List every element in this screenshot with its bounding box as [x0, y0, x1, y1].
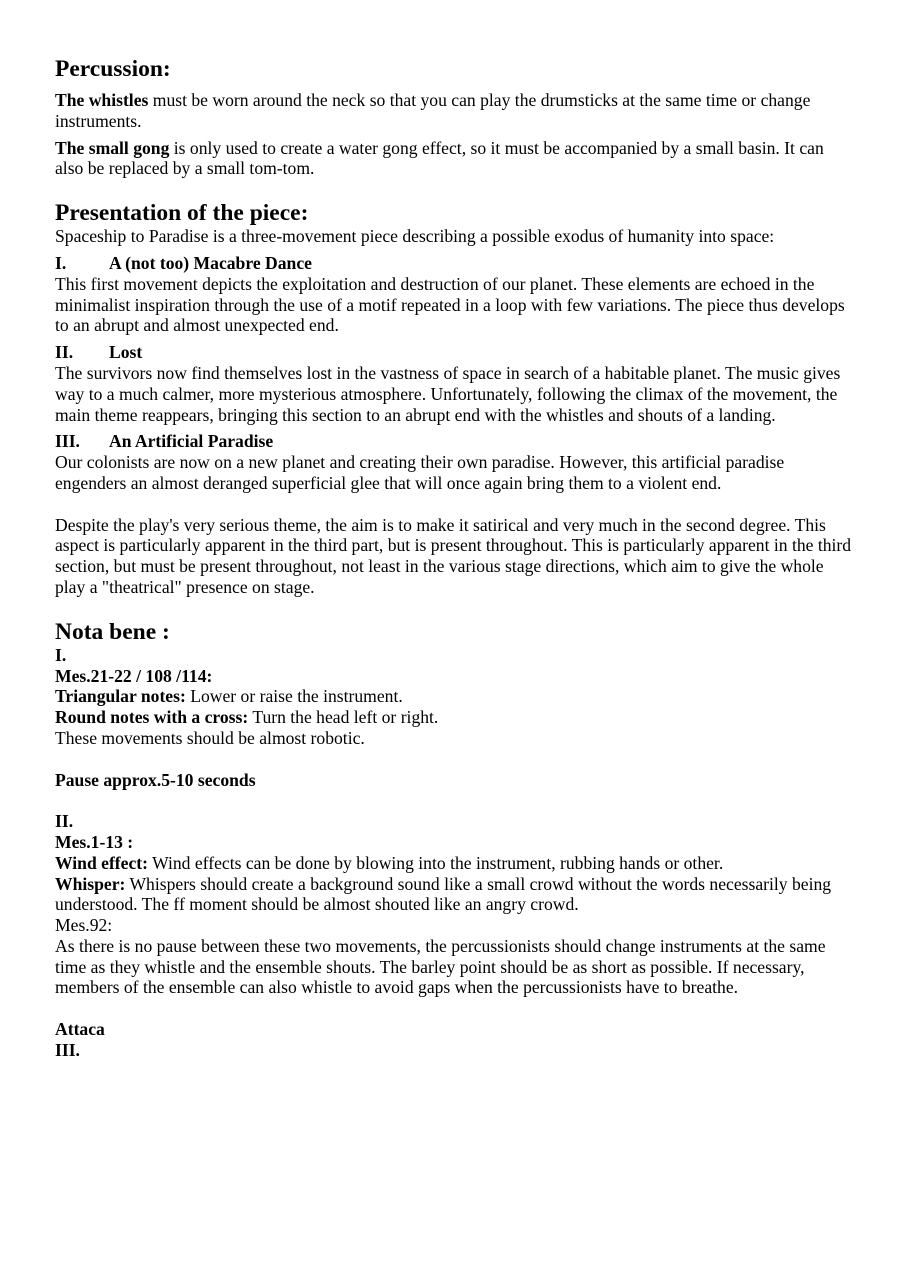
movement-2-title: Lost	[109, 342, 143, 363]
movement-3-text: Our colonists are now on a new planet and creating their own paradise. However, this artificial paradise engenders an almost deranged superficial glee that will once again bring them to a violent end.	[55, 452, 785, 493]
nb-section-1-numeral	[55, 645, 855, 666]
nb-section-2-measures-text: Mes.1-13 :	[55, 831, 134, 852]
wind-effect-text: Wind effects can be done by blowing into the instrument, rubbing hands or other.	[148, 852, 724, 873]
round-notes-label: Round notes with a cross:	[55, 707, 249, 728]
round-notes-line	[55, 707, 855, 728]
whistles-label: The whistles	[55, 90, 149, 110]
nb-section-3-numeral-text: III.	[55, 1039, 80, 1060]
nb-section-2-numeral-text: II.	[55, 811, 74, 832]
percussion-heading: Percussion:	[55, 56, 171, 82]
movement-1-title: A (not too) Macabre Dance	[109, 252, 312, 273]
movement-1-numeral: I.	[55, 252, 67, 273]
nb-section-1-measures	[55, 666, 855, 687]
movement-1-heading	[55, 253, 855, 274]
presentation-intro: Spaceship to Paradise is a three-movement piece describing a possible exodus of humanity into space:	[55, 226, 775, 247]
nb-section-3-numeral	[55, 1040, 855, 1061]
triangular-notes-line	[55, 686, 855, 707]
whisper-line	[55, 874, 855, 916]
round-notes-text: Turn the head left or right.	[248, 707, 439, 728]
movement-2-numeral: II.	[55, 342, 74, 363]
gong-paragraph	[55, 138, 855, 180]
presentation-heading: Presentation of the piece:	[55, 200, 309, 227]
nota-bene-heading: Nota bene :	[55, 618, 170, 645]
movement-1-text: This first movement depicts the exploitation and destruction of our planet. These elements are echoed in the minimalist inspiration through the use of a motif repeated in a loop with few variations. The piece thus develops to an abrupt and almost unexpected end.	[55, 273, 845, 336]
whistles-text: must be worn around the neck so that you can play the drumsticks at the same time or change instruments.	[55, 90, 811, 131]
nb-section-1-measures-text: Mes.21-22 / 108 /114:	[55, 665, 213, 686]
movement-3-heading	[55, 431, 855, 452]
triangular-notes-label: Triangular notes:	[55, 686, 186, 707]
mes92-text: As there is no pause between these two movements, the percussionists should change instruments at the same time as they whistle and the ensemble shouts. The barley point should be as short as possible. If necessary, members of the ensemble can also whistle to avoid gaps when the percussionists have to breathe.	[55, 935, 826, 998]
movement-2-text: The survivors now find themselves lost in the vastness of space in search of a habitable planet. The music gives way to a much calmer, more mysterious atmosphere. Unfortunately, following the climax of the movement, the main theme reappears, bringing this section to an abrupt end with the whistles and shouts of a landing.	[55, 362, 841, 425]
triangular-notes-text: Lower or raise the instrument.	[185, 686, 403, 707]
gong-text: is only used to create a water gong effect, so it must be accompanied by a small basin. It can also be replaced by a small tom-tom.	[55, 137, 824, 179]
movement-2-heading	[55, 342, 855, 363]
attaca-text: Attaca	[55, 1019, 105, 1040]
robotic-note: These movements should be almost robotic.	[55, 727, 365, 748]
wind-effect-line	[55, 853, 855, 874]
movement-3-numeral: III.	[55, 431, 80, 452]
presentation-closing: Despite the play's very serious theme, the aim is to make it satirical and very much in the second degree. This aspect is particularly apparent in the third part, but is present throughout. This is particularly apparent in the third section, but must be present throughout, not least in the various stage directions, which aim to give the whole play a "theatrical" presence on stage.	[55, 514, 852, 597]
nb-section-2-measures	[55, 832, 855, 853]
mes92-label: Mes.92:	[55, 915, 113, 936]
movement-3-title: An Artificial Paradise	[109, 431, 274, 452]
nb-section-2-numeral	[55, 811, 855, 832]
wind-effect-label: Wind effect:	[55, 852, 148, 873]
document-page	[55, 56, 855, 1061]
whisper-label: Whisper:	[55, 873, 126, 894]
whistles-paragraph	[55, 90, 855, 132]
attaca-note	[55, 1019, 855, 1040]
whisper-text: Whispers should create a background sound like a small crowd without the words necessarily being understood. The ff moment should be almost shouted like an angry crowd.	[55, 873, 832, 915]
nb-section-1-numeral-text: I.	[55, 644, 67, 665]
pause-note	[55, 770, 855, 791]
gong-label: The small gong	[55, 137, 170, 158]
pause-note-text: Pause approx.5-10 seconds	[55, 769, 256, 790]
